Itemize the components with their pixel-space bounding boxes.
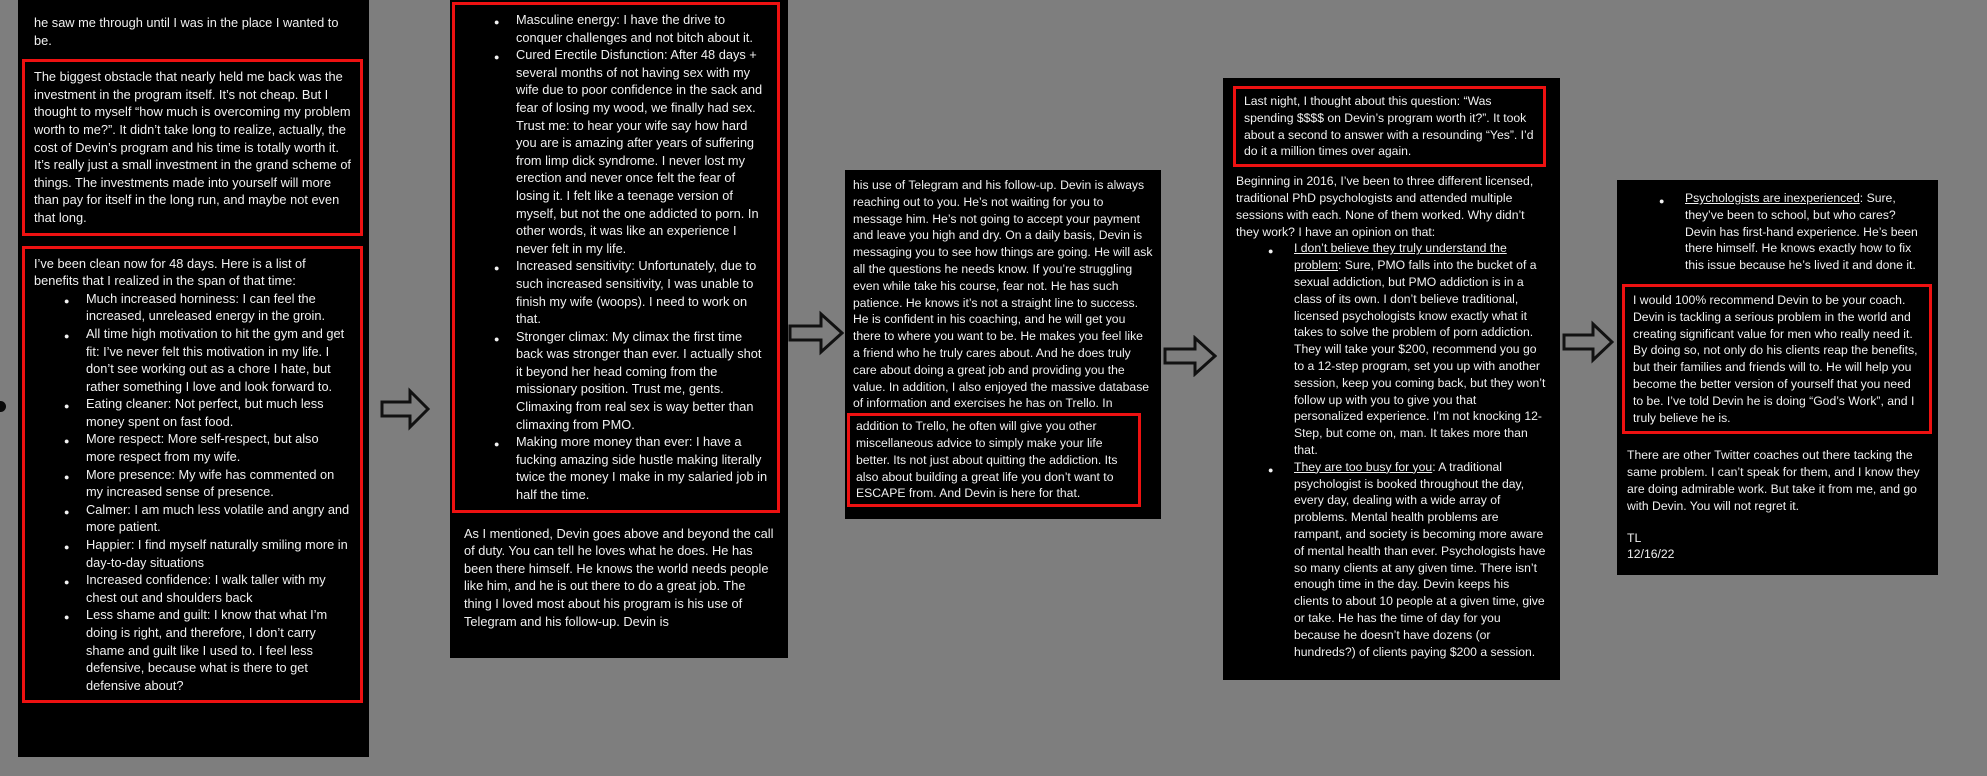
- bullet-item: ● Making more money than ever: I have a fucking amazing side hustle making literally twice the money I make in my salaried job in half the time.: [464, 433, 768, 503]
- panel5-points-list: [1627, 190, 1928, 274]
- bullet-item: ● Calmer: I am much less volatile and angry and more patient.: [34, 501, 351, 536]
- bullet-item: ● Less shame and guilt: I know that what I’m doing is right, and therefore, I don’t carry shame and guilt like I used to. I feel less defensive, because what is there to get defensive about?: [34, 606, 351, 694]
- panel1-highlight-box-benefits: [22, 246, 363, 704]
- panel4-points-list: [1236, 240, 1547, 660]
- bullet-item: ● They are too busy for you: A traditional psychologist is booked throughout the day, every day, dealing with a wide array of problems. Mental health problems are rampant, and society is becoming more aware of mental health than ever. Psychologists have so many clients at any given time. There isn’t enough time in the day. Devin keeps his clients to about 10 people at a given time, give or take. He has the time of day for you because he doesn’t have dozens (or hundreds?) of clients paying $200 a session.: [1236, 459, 1547, 661]
- panel4-highlight-box-worth-it: [1233, 86, 1546, 167]
- panel1-highlight-box-investment: [22, 59, 363, 235]
- bullet-item: ● Increased confidence: I walk taller with my chest out and shoulders back: [34, 571, 351, 606]
- panel2-outro-text: As I mentioned, Devin goes above and beyond the call of duty. You can tell he loves what he does. He has been there himself. He knows the world needs people like him, and he is out there to do a great job. The thing I loved most about his program is his use of Telegram and his follow-up. Devin is: [464, 525, 774, 629]
- bullet-item: ● Eating cleaner: Not perfect, but much less money spent on fast food.: [34, 395, 351, 430]
- testimonial-panel-4: [1223, 78, 1560, 680]
- panel1-benefits-intro: I’ve been clean now for 48 days. Here is a list of benefits that I realized in the span of that time:: [34, 255, 306, 289]
- bullet-item: ● Happier: I find myself naturally smiling more in day-to-day situations: [34, 536, 351, 571]
- bullet-item: ● Stronger climax: My climax the first time back was stronger than ever. I actually shot it beyond her head coming from the missionary position. Trust me, gents. Climaxing from real sex is way better than climaxing from PMO.: [464, 328, 768, 434]
- panel3-highlight-box-advice: [847, 413, 1141, 507]
- testimonial-panel-1: [18, 0, 369, 757]
- panel2-benefits-list: [464, 11, 768, 504]
- panel3-advice-text: addition to Trello, he often will give you other miscellaneous advice to simply make your life better. Its not just about quitting the addiction. Its also about building a great life you don’t want to ESCAPE from. And Devin is here for that.: [856, 419, 1118, 501]
- panel4-worth-it-text: Last night, I thought about this question: “Was spending $$$$ on Devin’s program worth it?”. It took about a second to answer with a resounding “Yes”. I’d do it a million times over again.: [1244, 94, 1534, 159]
- bullet-item: ● Psychologists are inexperienced: Sure, they’ve been to school, but who cares? Devin has first-hand experience. He’s been there himself. He knows exactly how to fix this issue because he’s lived it and done it.: [1627, 190, 1928, 274]
- bullet-item: ● Increased sensitivity: Unfortunately, due to such increased sensitivity, I was unable to finish my wife (woops). I need to work on that.: [464, 257, 768, 327]
- flow-arrow-icon: [380, 387, 430, 431]
- bullet-item: ● All time high motivation to hit the gym and get fit: I’ve never felt this motivation in my life. I don’t see working out as a chore I hate, but rather something I love and look forward to.: [34, 325, 351, 395]
- panel5-signature: [1627, 530, 1928, 564]
- bullet-item: ● More respect: More self-respect, but also more respect from my wife.: [34, 430, 351, 465]
- panel2-highlight-box-benefits: [452, 2, 780, 513]
- flow-arrow-icon: [1562, 320, 1614, 364]
- flow-arrow-icon: [1163, 335, 1217, 377]
- signature-date: 12/16/22: [1627, 547, 1675, 562]
- testimonial-panel-5: [1617, 180, 1938, 575]
- panel5-highlight-box-recommend: [1622, 284, 1932, 434]
- panel5-recommend-text: I would 100% recommend Devin to be your coach. Devin is tackling a serious problem in the world and creating significant value for men who really need it. By doing so, not only do his clients reap the benefits, but their families and friends will to. He will help you become the better version of yourself that you need to be. I’ve told Devin he is doing “God’s Work”, and I truly believe he is.: [1633, 292, 1918, 425]
- bullet-item: ● Much increased horniness: I can feel the increased, unreleased energy in the groin.: [34, 290, 351, 325]
- testimonial-panel-2: [450, 0, 788, 658]
- bullet-item: ● More presence: My wife has commented on my increased sense of presence.: [34, 466, 351, 501]
- edge-dot-marker: [0, 401, 6, 412]
- bullet-item: ● Masculine energy: I have the drive to conquer challenges and not bitch about it.: [464, 11, 768, 46]
- panel1-investment-text: The biggest obstacle that nearly held me back was the investment in the program itself. It’s not cheap. But I thought to myself “how much is overcoming my problem worth to me?”. It didn’t take long to realize, actually, the cost of Devin’s program and his time is totally worth it. It’s really just a small investment in the grand scheme of things. The investments made into yourself will more than pay for itself in the long run, and maybe not even that long.: [34, 69, 351, 225]
- panel3-body-text: his use of Telegram and his follow-up. Devin is always reaching out to you. He’s not waiting for you to message him. He’s not going to accept your payment and leave you high and dry. On a daily basis, Devin is messaging you to see how things are going. He will ask all the questions he needs know. If you’re struggling even while take his course, fear not. He has such patience. He knows it’s not a straight line to success. He is confident in his coaching, and he will get you there to where you want to be. He makes you feel like a friend who he truly cares about. And he does truly care about doing a great job and providing you the value. In addition, I also enjoyed the massive database of information and exercises he has on Trello. In: [853, 178, 1153, 411]
- panel4-body-text: Beginning in 2016, I’ve been to three different licensed, traditional PhD psychologists and attended multiple sessions with each. None of them worked. Why didn’t they work? I have an opinion on that:: [1236, 174, 1534, 239]
- signature-initials: TL: [1627, 530, 1642, 545]
- testimonial-panel-3: [845, 170, 1161, 519]
- flow-arrow-icon: [788, 310, 844, 356]
- bullet-item: ● I don’t believe they truly understand the problem: Sure, PMO falls into the bucket of a sexual addiction, but PMO addiction is in a class of its own. I don’t believe traditional, licensed psychologists know exactly what it takes to solve the problem of porn addiction. They will take your $200, recommend you go to a 12-step program, set you up with another session, keep you coming back, but they won’t follow up with you to give you that personalized experience. I’m not knocking 12-Step, but come on, man. It takes more than that.: [1236, 240, 1547, 458]
- panel5-outro-text: There are other Twitter coaches out there tacking the same problem. I can’t speak for them, and I know they are doing admirable work. But take it from me, and go with Devin. You will not regret it.: [1627, 448, 1920, 513]
- panel1-intro-text: he saw me through until I was in the place I wanted to be.: [34, 15, 339, 48]
- panel1-benefits-list: [34, 290, 351, 695]
- bullet-item: ● Cured Erectile Disfunction: After 48 days + several months of not having sex with my wife due to poor confidence in the sack and fear of losing my wood, we finally had sex. Trust me: to hear your wife say how hard you are is amazing after years of suffering from limp dick syndrome. I never lost my erection and never once felt the fear of losing it. I felt like a teenage version of myself, but not the one addicted to porn. In other words, it was like an experience I never felt in my life.: [464, 46, 768, 257]
